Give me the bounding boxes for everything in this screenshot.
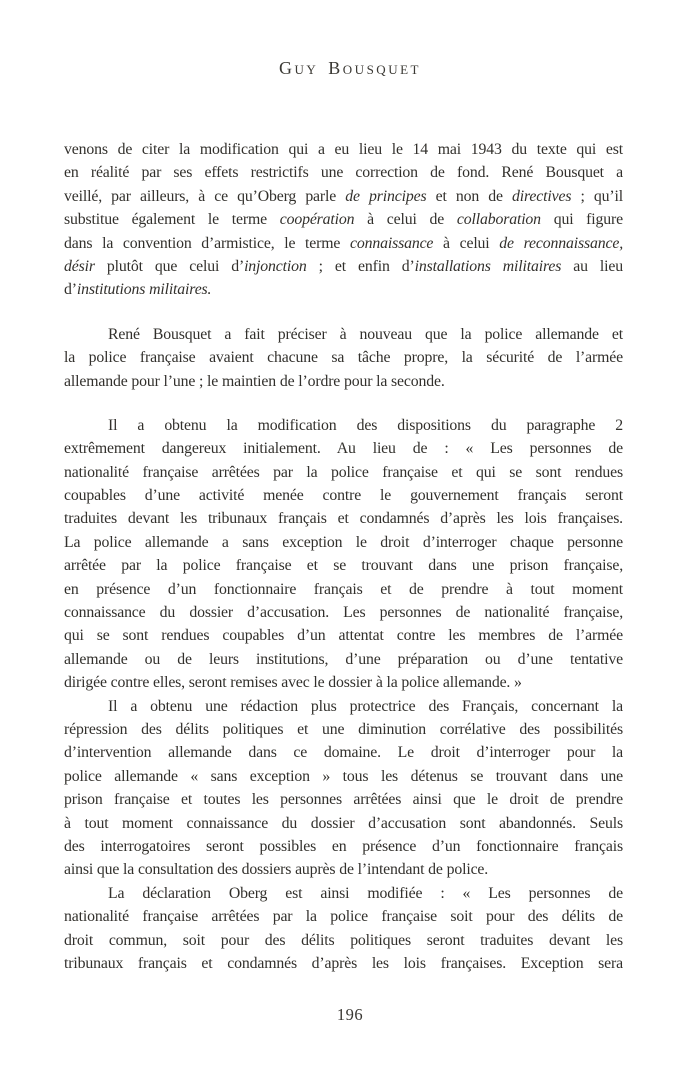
text-line: dirigée contre elles, seront remises avec le dossier à la police allemande. » bbox=[64, 674, 522, 692]
text-line: René Bousquet a fait préciser à nouveau que la police allemande et bbox=[108, 325, 623, 343]
body-text bbox=[64, 138, 623, 975]
text-line: traduites devant les tribunaux français et condamnés d’après les lois françaises. bbox=[64, 510, 623, 528]
text-line: à tout moment connaissance du dossier d’accusation sont abandonnés. Seuls bbox=[64, 814, 623, 832]
text-line: connaissance du dossier d’accusation. Les personnes de nationalité française, bbox=[64, 604, 623, 622]
text-line: qui se sont rendues coupables d’un attentat contre les membres de l’armée bbox=[64, 627, 623, 645]
text-line: prison française et toutes les personnes arrêtées ainsi que le droit de prendre bbox=[64, 791, 623, 809]
text-line: nationalité française arrêtées par la police française soit pour des délits de bbox=[64, 908, 623, 926]
text-line: des interrogatoires seront possibles en présence d’un fonctionnaire français bbox=[64, 837, 623, 855]
text-line: police allemande « sans exception » tous les détenus se trouvant dans une bbox=[64, 767, 623, 785]
text-line: dans la convention d’armistice, le terme connaissance à celui de reconnaissance, bbox=[64, 234, 623, 252]
text-line: substitue également le terme coopération à celui de collaboration qui figure bbox=[64, 211, 624, 229]
text-line: arrêtée par la police française et se trouvant dans une prison française, bbox=[64, 557, 623, 575]
text-line: coupables d’une activité menée contre le gouvernement français seront bbox=[64, 487, 623, 505]
page-number: 196 bbox=[336, 1005, 364, 1024]
text-line: Il a obtenu la modification des dispositions du paragraphe 2 bbox=[108, 416, 623, 434]
text-line: allemande ou de leurs institutions, d’une préparation ou d’une tentative bbox=[64, 650, 623, 668]
text-line: en réalité par ses effets restrictifs une correction de fond. René Bousquet a bbox=[64, 164, 623, 182]
text-line: tribunaux français et condamnés d’après les lois françaises. Exception sera bbox=[64, 954, 623, 972]
text-line: ainsi que la consultation des dossiers auprès de l’intendant de police. bbox=[64, 861, 489, 879]
text-line: d’intervention allemande dans ce domaine. Le droit d’interroger pour la bbox=[64, 744, 623, 762]
text-line: d’institutions militaires. bbox=[64, 281, 212, 299]
text-line: la police française avaient chacune sa tâche propre, la sécurité de l’armée bbox=[64, 349, 623, 367]
text-line: La déclaration Oberg est ainsi modifiée : « Les personnes de bbox=[108, 884, 623, 902]
paragraph bbox=[64, 414, 623, 695]
text-line: venons de citer la modification qui a eu lieu le 14 mai 1943 du texte qui est bbox=[64, 141, 623, 158]
paragraph bbox=[64, 323, 623, 393]
text-line: nationalité française arrêtées par la police française et qui se sont rendues bbox=[64, 463, 623, 481]
text-line: La police allemande a sans exception le droit d’interroger chaque personne bbox=[64, 533, 623, 551]
paragraph bbox=[64, 882, 623, 976]
text-line: Il a obtenu une rédaction plus protectrice des Français, concernant la bbox=[108, 697, 623, 715]
running-header: Guy Bousquet bbox=[279, 58, 421, 78]
text-line: désir plutôt que celui d’injonction ; et enfin d’installations militaires au lieu bbox=[64, 257, 624, 275]
text-line: en présence d’un fonctionnaire français et de prendre à tout moment bbox=[64, 580, 623, 598]
text-line: droit commun, soit pour des délits politiques seront traduites devant les bbox=[64, 931, 623, 949]
text-line: allemande pour l’une ; le maintien de l’ordre pour la seconde. bbox=[64, 372, 445, 390]
text-line: extrêmement dangereux initialement. Au lieu de : « Les personnes de bbox=[64, 440, 623, 458]
paragraph bbox=[64, 138, 623, 302]
text-line: répression des délits politiques et une diminution corrélative des possibilités bbox=[64, 720, 623, 738]
text-line: veillé, par ailleurs, à ce qu’Oberg parle de principes et non de directives ; qu’il bbox=[64, 187, 623, 205]
paragraph bbox=[64, 695, 623, 882]
